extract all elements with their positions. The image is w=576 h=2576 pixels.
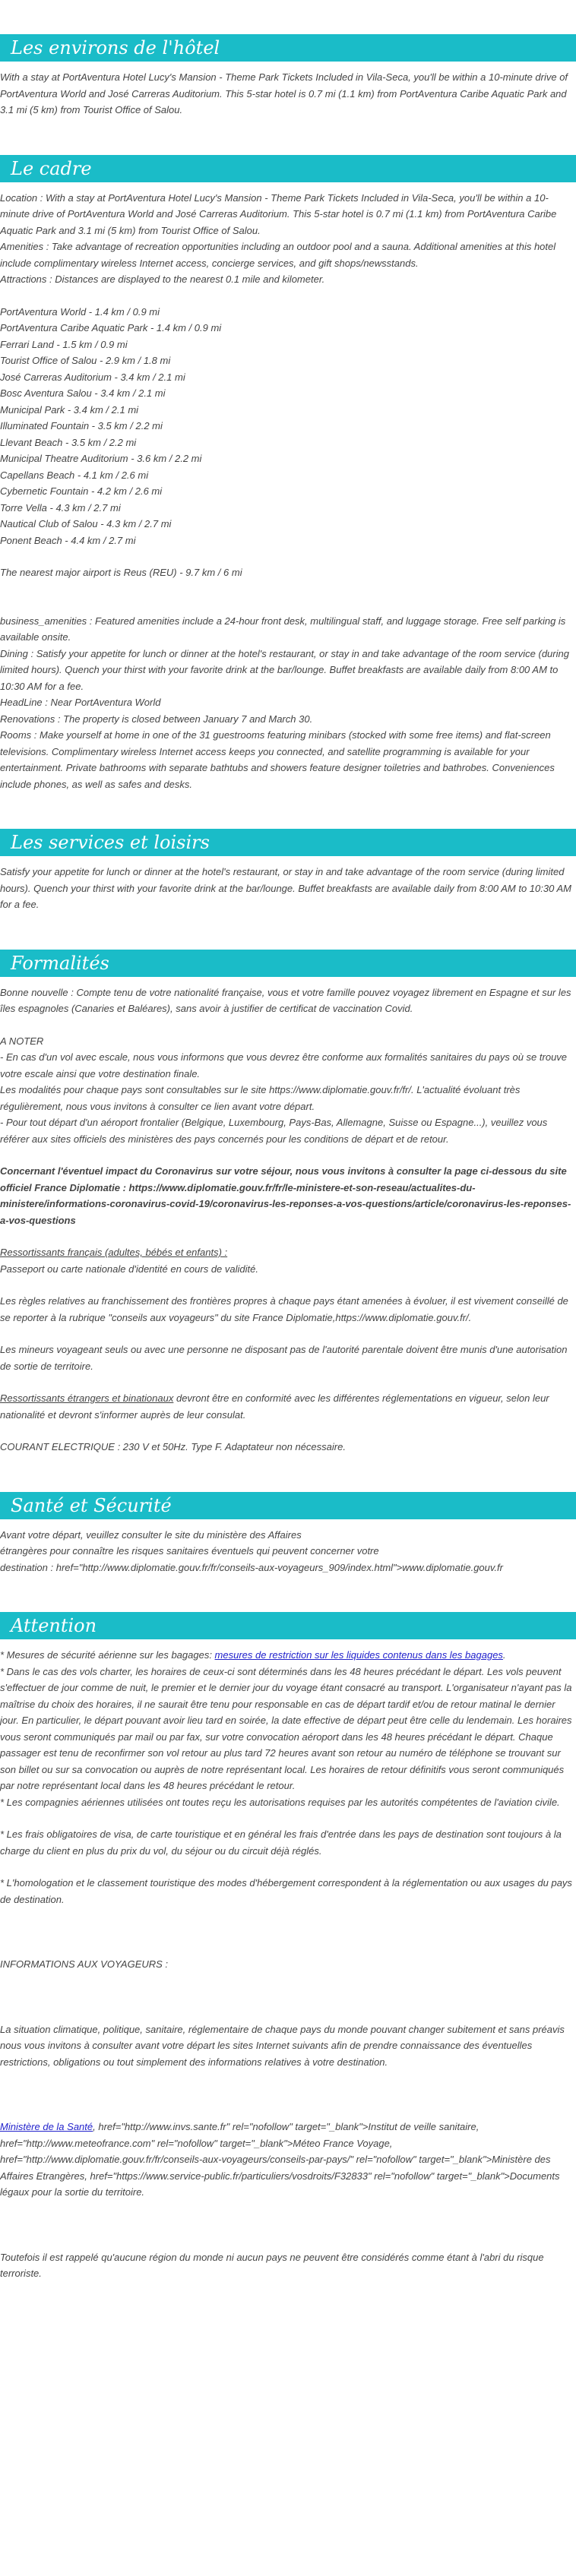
foreign-nationals-text: devront être en conformité avec les différentes réglementations en vigueur, selon leur nationalité et devront s'informer auprès de leur consulat. — [0, 1392, 549, 1421]
section-sante — [0, 1492, 576, 1576]
list-item: Ferrari Land - 1.5 km / 0.9 mi — [0, 338, 128, 350]
formalites-foreign-nationals — [0, 1390, 576, 1423]
section-title-formalites: Formalités — [0, 950, 576, 977]
section-formalites — [0, 950, 576, 1456]
list-item: Torre Vella - 4.3 km / 2.7 mi — [0, 501, 121, 514]
cadre-renovations: Renovations : The property is closed between January 7 and March 30. — [0, 713, 313, 725]
cadre-amenities: Amenities : Take advantage of recreation opportunities including an outdoor pool and a sauna. Additional amenities at this hotel include complimentary wireless Internet access, concierge services, and gift shops/newsstands. — [0, 241, 556, 269]
attention-baggage — [0, 1647, 576, 1664]
sante-line-2: étrangères pour connaître les risques sanitaires éventuels qui peuvent concerner votre — [0, 1545, 379, 1557]
list-item: PortAventura Caribe Aquatic Park - 1.4 km / 0.9 mi — [0, 322, 222, 333]
formalites-note-1: - En cas d'un vol avec escale, nous vous informons que vous devrez être conforme aux formalités sanitaires du pays où se trouve votre escale ainsi que votre destination finale. — [0, 1051, 568, 1079]
formalites-intro: Bonne nouvelle : Compte tenu de votre nationalité française, vous et votre famille pouvez voyagez librement en Espagne et sur les îles espagnoles (Canaries et Baléares), sans avoir à justifier de certificat de vaccination Covid. — [0, 986, 571, 1014]
cadre-attractions: Attractions : Distances are displayed to the nearest 0.1 mile and kilometer. — [0, 273, 325, 285]
attention-ministry — [0, 2119, 576, 2201]
list-item: Tourist Office of Salou - 2.9 km / 1.8 mi — [0, 355, 171, 366]
formalites-covid-notice: Concernant l'éventuel impact du Coronavirus sur votre séjour, nous vous invitons à consulter la page ci-dessous du site officiel France Diplomatie : https://www.diplomatie.gouv.fr/fr/le-ministere-et-son-reseau/actualites-du-ministere/informations-coronavirus-covid-19/coronavirus-les-reponses-a-vos-questions/article/coronavirus-les-reponses-a-vos-questions — [0, 1165, 571, 1226]
list-item: Nautical Club of Salou - 4.3 km / 2.7 mi — [0, 518, 172, 529]
formalites-french-nationals-label: Ressortissants français (adultes, bébés et enfants) : — [0, 1247, 228, 1258]
section-services — [0, 829, 576, 913]
cadre-airport: The nearest major airport is Reus (REU) - 9.7 km / 6 mi — [0, 567, 242, 578]
section-environs — [0, 34, 576, 119]
attention-airlines: * Les compagnies aériennes utilisées ont toutes reçu les autorisations requises par les autorités compétentes de l'aviation civile. — [0, 1796, 560, 1808]
baggage-restrictions-link[interactable]: mesures de restriction sur les liquides contenus dans les bagages — [214, 1649, 503, 1661]
formalites-electric: COURANT ELECTRIQUE : 230 V et 50Hz. Type F. Adaptateur non nécessaire. — [0, 1441, 346, 1452]
baggage-suffix: . — [502, 1649, 506, 1661]
section-title-environs: Les environs de l'hôtel — [0, 34, 576, 62]
list-item: Municipal Park - 3.4 km / 2.1 mi — [0, 403, 139, 416]
section-cadre — [0, 155, 576, 793]
cadre-dining: Dining : Satisfy your appetite for lunch or dinner at the hotel's restaurant, or stay in and take advantage of the room service (during limited hours). Quench your thirst with your favorite drink at the bar/lounge. Buffet breakfasts are available daily from 8:00 AM to 10:30 AM for a fee. — [0, 647, 569, 692]
attention-situation-1: La situation climatique, politique, sanitaire, réglementaire de chaque pays du monde pouvant changer subitement et sans préavis — [0, 2023, 565, 2035]
formalites-note-3: - Pour tout départ d'un aéroport frontalier (Belgique, Luxembourg, Pays-Bas, Allemagne, Suisse ou Espagne...), veuillez vous référer aux sites officiels des ministères des pays concernés pour les conditions de départ et de retour. — [0, 1117, 548, 1145]
attention-fees: * Les frais obligatoires de visa, de carte touristique et en général les frais d'entrée dans les pays de destination sont toujours à la charge du client en plus du prix du vol, du séjour ou du circuit déjà réglés. — [0, 1828, 562, 1857]
section-title-attention: Attention — [0, 1612, 576, 1639]
sante-line-1: Avant votre départ, veuillez consulter le site du ministère des Affaires — [0, 1528, 302, 1541]
formalites-border-rules: Les règles relatives au franchissement des frontières propres à chaque pays étant amenées à évoluer, il est vivement conseillé de se reporter à la rubrique "conseils aux voyageurs" du site France Diplomatie,https://www.diplomatie.gouv.fr/. — [0, 1295, 568, 1323]
services-text: Satisfy your appetite for lunch or dinner at the hotel's restaurant, or stay in and take advantage of the room service (during limited hours). Quench your thirst with your favorite drink at the bar/lounge. Buffet breakfasts are available daily from 8:00 AM to 10:30 AM for a fee. — [0, 866, 571, 910]
formalites-french-nationals-text: Passeport ou carte nationale d'identité en cours de validité. — [0, 1263, 258, 1275]
attention-situation-2: nous vous invitons à consulter avant votre départ les sites Internet suivants afin de prendre connaissance des éventuelles restrictions, obligations ou tout simplement des informations relatives à votre destination. — [0, 2040, 533, 2068]
list-item: Cybernetic Fountain - 4.2 km / 2.6 mi — [0, 485, 163, 497]
formalites-note-2: Les modalités pour chaque pays sont consultables sur le site https://www.diplomatie.gouv.fr/fr/. L'actualité évoluant très régulièrement, nous vous invitons à consulter ce lien avant votre départ. — [0, 1084, 521, 1112]
list-item: Ponent Beach - 4.4 km / 2.7 mi — [0, 534, 136, 546]
cadre-business: business_amenities : Featured amenities include a 24-hour front desk, multilingual staff, and luggage storage. Free self parking is available onsite. — [0, 615, 566, 643]
attention-info-title: INFORMATIONS AUX VOYAGEURS : — [0, 1958, 169, 1970]
list-item: Capellans Beach - 4.1 km / 2.6 mi — [0, 469, 149, 481]
list-item: Illuminated Fountain - 3.5 km / 2.2 mi — [0, 420, 163, 431]
list-item: PortAventura World - 1.4 km / 0.9 mi — [0, 305, 160, 318]
list-item: Llevant Beach - 3.5 km / 2.2 mi — [0, 436, 137, 448]
baggage-prefix: * Mesures de sécurité aérienne sur les bagages: — [0, 1649, 215, 1661]
section-title-sante: Santé et Sécurité — [0, 1492, 576, 1519]
cadre-rooms: Rooms : Make yourself at home in one of the 31 guestrooms featuring minibars (stocked with some free items) and flat-screen televisions. Complimentary wireless Internet access keeps you connected, and satellite programming is available for your entertainment. Private bathrooms with separate bathtubs and showers feature designer toiletries and bathrobes. Conveniences include phones, as well as safes and desks. — [0, 729, 555, 790]
nearby-places-list — [0, 304, 576, 549]
formalites-minors: Les mineurs voyageant seuls ou avec une personne ne disposant pas de l'autorité parentale doivent être munis d'une autorisation de sortie de territoire. — [0, 1344, 568, 1372]
cadre-location: Location : With a stay at PortAventura Hotel Lucy's Mansion - Theme Park Tickets Included in Vila-Seca, you'll be within a 10-minute drive of PortAventura World and José Carreras Auditorium. This 5-star hotel is 0.7 mi (1.1 km) from PortAventura Caribe Aquatic Park and 3.1 mi (5 km) from Tourist Office of Salou. — [0, 191, 557, 236]
cadre-headline: HeadLine : Near PortAventura World — [0, 697, 161, 708]
environs-text: With a stay at PortAventura Hotel Lucy's Mansion - Theme Park Tickets Included in Vila-Seca, you'll be within a 10-minute drive of PortAventura World and José Carreras Auditorium. This 5-star hotel is 0.7 mi (1.1 km) from PortAventura Caribe Aquatic Park and 3.1 mi (5 km) from Tourist Office of Salou. — [0, 71, 568, 115]
list-item: José Carreras Auditorium - 3.4 km / 2.1 mi — [0, 371, 185, 383]
foreign-nationals-label: Ressortissants étrangers et binationaux — [0, 1392, 174, 1404]
formalites-note-title: A NOTER — [0, 1035, 44, 1047]
section-title-services: Les services et loisirs — [0, 829, 576, 856]
list-item: Municipal Theatre Auditorium - 3.6 km / 2.2 mi — [0, 453, 202, 464]
ministry-health-link[interactable]: Ministère de la Santé — [0, 2121, 93, 2132]
section-title-cadre: Le cadre — [0, 155, 576, 182]
attention-charter: * Dans le cas des vols charter, les horaires de ceux-ci sont déterminés dans les 48 heures précédant le départ. Les vols peuvent s'effectuer de jour comme de nuit, le premier et le dernier jour du voyage étant consacré au transport. L'organisateur n'ayant pas la maîtrise du choix des horaires, il ne saurait être tenu pour responsable en cas de départ tardif et/ou de retour matinal le dernier jour. En particulier, le départ pouvant avoir lieu tard en soirée, la date effective de départ peut être celle du lendemain. Les horaires vous seront communiqués par mail ou par fax, sur votre convocation aéroport dans les 48 heures précédant le départ. Chaque passager est tenu de reconfirmer son vol retour au plus tard 72 heures avant son retour au numéro de téléphone se trouvant sur son billet ou sur sa convocation ou auprès de notre représentant local. Les horaires de retour définitifs vous seront communiqués par notre représentant local dans les 48 heures précédant le retour. — [0, 1665, 572, 1791]
attention-classification: * L'homologation et le classement touristique des modes d'hébergement correspondent à la réglementation ou aux usages du pays de destination. — [0, 1877, 572, 1905]
attention-terrorism: Toutefois il est rappelé qu'aucune région du monde ni aucun pays ne peuvent être considérés comme étant à l'abri du risque terroriste. — [0, 2251, 544, 2279]
list-item: Bosc Aventura Salou - 3.4 km / 2.1 mi — [0, 387, 166, 399]
sante-line-3: destination : href="http://www.diplomatie.gouv.fr/fr/conseils-aux-voyageurs_909/index.html">www.diplomatie.gouv.fr — [0, 1561, 503, 1573]
section-attention — [0, 1612, 576, 2282]
ministry-links-text: , href="http://www.invs.sante.fr" rel="nofollow" target="_blank">Institut de veille sanitaire, href="http://www.meteofrance.com" rel="nofollow" target="_blank">Méteo France Voyage, href="http://www.diplomatie.gouv.fr/fr/conseils-aux-voyageurs/conseils-par-pays/" rel="nofollow" target="_blank">Ministère des Affaires Etrangères, href="https://www.service-public.fr/particuliers/vosdroits/F32833" rel="nofollow" target="_blank">Documents légaux pour la sortie du territoire. — [0, 2121, 560, 2198]
